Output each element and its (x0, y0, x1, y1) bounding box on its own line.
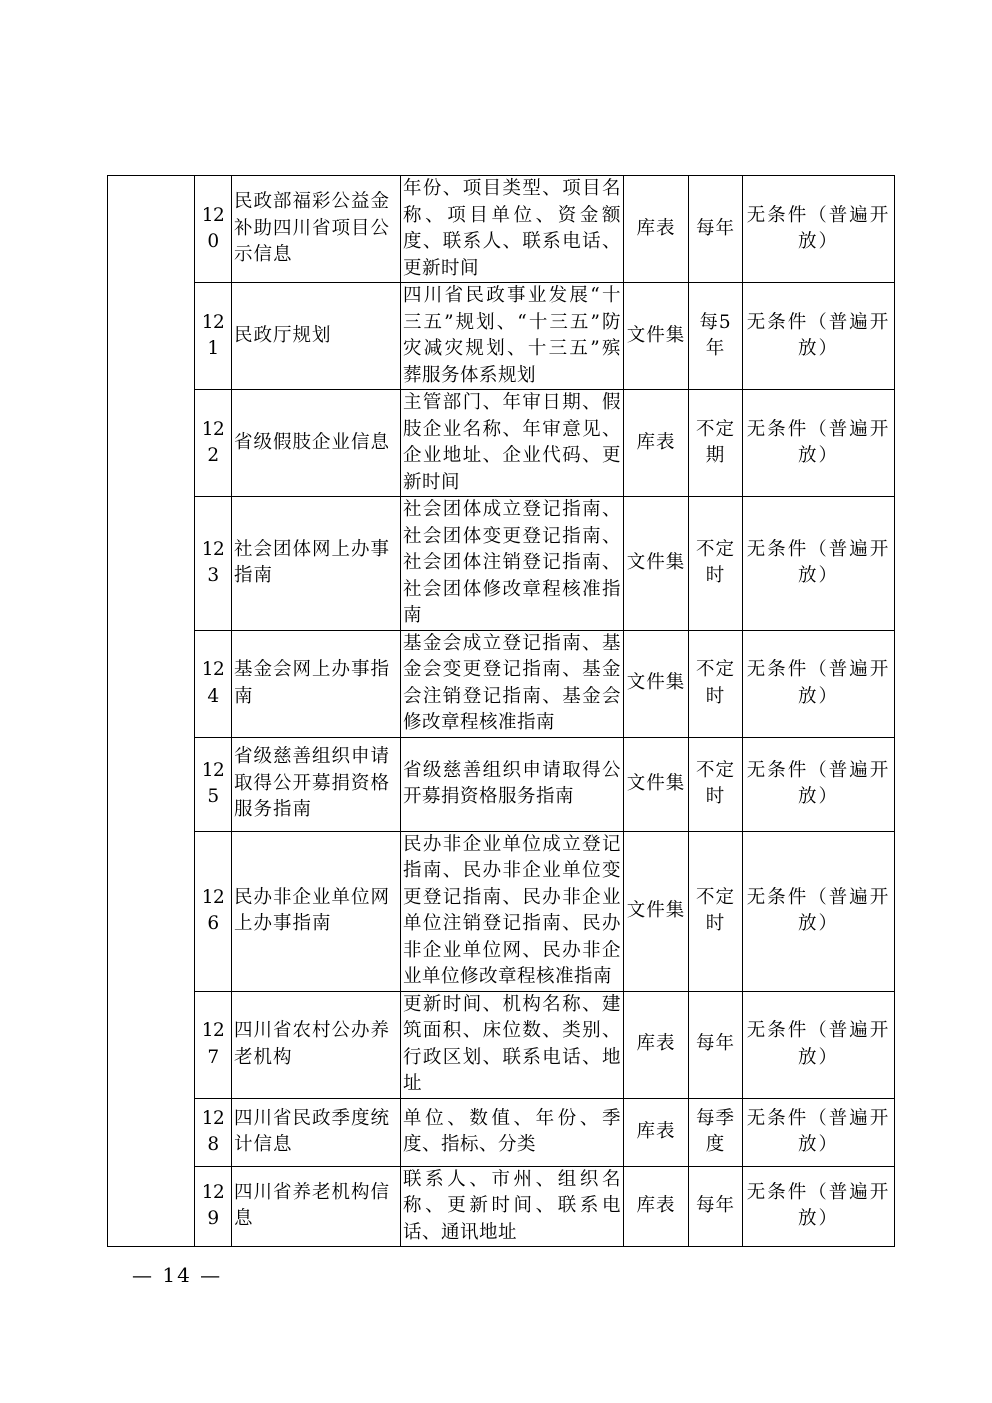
resource-content: 年份、项目类型、项目名称、项目单位、资金额度、联系人、联系电话、更新时间 (401, 176, 624, 283)
resource-format: 文件集 (624, 630, 689, 737)
table-row (108, 283, 895, 390)
resource-format: 文件集 (624, 831, 689, 991)
table-body (108, 176, 895, 1247)
sharing-condition: 无条件（普遍开放） (743, 176, 895, 283)
update-frequency: 每5年 (689, 283, 743, 390)
row-number: 121 (195, 283, 232, 390)
sharing-condition: 无条件（普遍开放） (743, 283, 895, 390)
resource-content: 省级慈善组织申请取得公开募捐资格服务指南 (401, 737, 624, 831)
resource-content: 联系人、市州、组织名称、更新时间、联系电话、通讯地址 (401, 1166, 624, 1247)
table-row (108, 1166, 895, 1247)
table-row (108, 630, 895, 737)
resource-content: 基金会成立登记指南、基金会变更登记指南、基金会注销登记指南、基金会修改章程核准指南 (401, 630, 624, 737)
resource-name: 省级慈善组织申请取得公开募捐资格服务指南 (232, 737, 401, 831)
row-number: 128 (195, 1098, 232, 1166)
sharing-condition: 无条件（普遍开放） (743, 390, 895, 497)
row-number: 123 (195, 497, 232, 631)
resource-name: 民政部福彩公益金补助四川省项目公示信息 (232, 176, 401, 283)
resource-format: 库表 (624, 390, 689, 497)
update-frequency: 每年 (689, 176, 743, 283)
resource-content: 更新时间、机构名称、建筑面积、床位数、类别、行政区划、联系电话、地址 (401, 991, 624, 1098)
resource-content: 主管部门、年审日期、假肢企业名称、年审意见、企业地址、企业代码、更新时间 (401, 390, 624, 497)
row-number: 129 (195, 1166, 232, 1247)
row-number: 125 (195, 737, 232, 831)
row-number: 120 (195, 176, 232, 283)
sharing-condition: 无条件（普遍开放） (743, 1166, 895, 1247)
sharing-condition: 无条件（普遍开放） (743, 991, 895, 1098)
update-frequency: 不定时 (689, 737, 743, 831)
sharing-condition: 无条件（普遍开放） (743, 630, 895, 737)
update-frequency: 不定时 (689, 630, 743, 737)
sharing-condition: 无条件（普遍开放） (743, 737, 895, 831)
table-row (108, 497, 895, 631)
page-number: — 14 — (132, 1263, 223, 1287)
sharing-condition: 无条件（普遍开放） (743, 831, 895, 991)
sharing-condition: 无条件（普遍开放） (743, 497, 895, 631)
row-number: 126 (195, 831, 232, 991)
table-row (108, 1098, 895, 1166)
sharing-condition: 无条件（普遍开放） (743, 1098, 895, 1166)
update-frequency: 每年 (689, 1166, 743, 1247)
resource-format: 库表 (624, 1166, 689, 1247)
resource-format: 库表 (624, 991, 689, 1098)
resource-format: 库表 (624, 176, 689, 283)
resource-name: 民办非企业单位网上办事指南 (232, 831, 401, 991)
resource-content: 民办非企业单位成立登记指南、民办非企业单位变更登记指南、民办非企业单位注销登记指南、民办非企业单位网、民办非企业单位修改章程核准指南 (401, 831, 624, 991)
update-frequency: 每季度 (689, 1098, 743, 1166)
resource-name: 基金会网上办事指南 (232, 630, 401, 737)
resource-name: 四川省民政季度统计信息 (232, 1098, 401, 1166)
table-row (108, 737, 895, 831)
resource-format: 库表 (624, 1098, 689, 1166)
row-number: 122 (195, 390, 232, 497)
update-frequency: 不定时 (689, 831, 743, 991)
resource-content: 四川省民政事业发展“十三五”规划、“十三五”防灾减灾规划、十三五”殡葬服务体系规划 (401, 283, 624, 390)
resource-format: 文件集 (624, 497, 689, 631)
resource-name: 社会团体网上办事指南 (232, 497, 401, 631)
resource-content: 单位、数值、年份、季度、指标、分类 (401, 1098, 624, 1166)
category-cell (108, 176, 195, 1247)
resource-format: 文件集 (624, 283, 689, 390)
table-row (108, 991, 895, 1098)
update-frequency: 每年 (689, 991, 743, 1098)
resource-format: 文件集 (624, 737, 689, 831)
resource-name: 省级假肢企业信息 (232, 390, 401, 497)
row-number: 127 (195, 991, 232, 1098)
resource-content: 社会团体成立登记指南、社会团体变更登记指南、社会团体注销登记指南、社会团体修改章程核准指南 (401, 497, 624, 631)
resource-name: 四川省养老机构信息 (232, 1166, 401, 1247)
table-row (108, 390, 895, 497)
data-catalog-table (107, 175, 895, 1247)
row-number: 124 (195, 630, 232, 737)
resource-name: 民政厅规划 (232, 283, 401, 390)
update-frequency: 不定时 (689, 497, 743, 631)
table-row (108, 831, 895, 991)
update-frequency: 不定期 (689, 390, 743, 497)
resource-name: 四川省农村公办养老机构 (232, 991, 401, 1098)
table-row (108, 176, 895, 283)
